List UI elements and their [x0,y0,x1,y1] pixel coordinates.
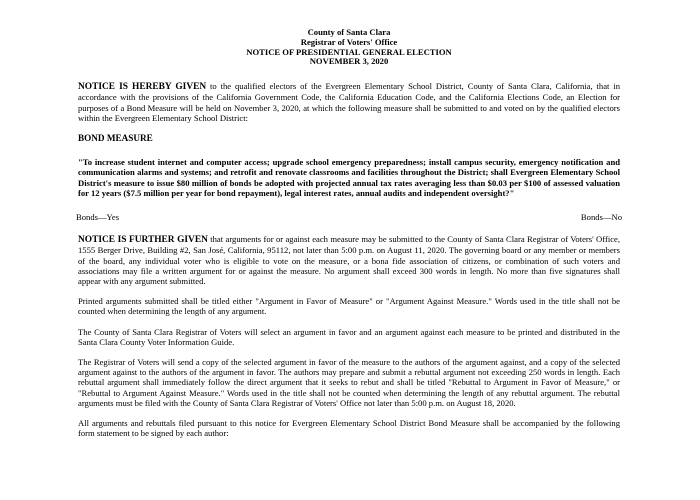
ballot-no: Bonds—No [580,212,622,223]
paragraph-argument-selection: The County of Santa Clara Registrar of Voters will select an argument in favor and an argument against each measure to be printed and distributed in the Santa Clara County Voter Information Guide. [78,326,620,347]
notice-title: NOTICE OF PRESIDENTIAL GENERAL ELECTION [246,46,452,57]
intro-paragraph [78,81,620,123]
further-lead: NOTICE IS FURTHER GIVEN [78,235,208,246]
section-title: BOND MEASURE [78,133,153,143]
further-text: that arguments for or against each measure may be submitted to the County of Santa Clara Registrar of Voters' Office, 1555 Berger Drive, Building #2, San José, California, 95112, not later than 5:00 p.m. on August 11, 2020. The governing board or any member or members of the board, any individual voter who is eligible to vote on the measure, or a bona fide association of citizens, or combination of such voters and associations may file a written argument for or against the measure. No argument shall exceed 300 words in length. No more than five signatures shall appear with any argument submitted. [78,234,620,287]
county-title: County of Santa Clara [307,27,391,37]
notice-document [78,28,620,448]
ballot-yes: Bonds—Yes [76,212,120,223]
ballot-choices [76,212,622,222]
paragraph-form-statement: All arguments and rebuttals filed pursuant to this notice for Evergreen Elementary School District Bond Measure shall be accompanied by the following form statement to be signed by each author: [78,418,620,439]
document-header [78,28,620,67]
intro-lead: NOTICE IS HEREBY GIVEN [78,82,207,93]
paragraph-rebuttals: The Registrar of Voters will send a copy of the selected argument in favor of the measure to the authors of the argument against, and a copy of the selected argument against to the authors of the argument in favor. The authors may prepare and submit a rebuttal argument not exceeding 250 words in length. Each rebuttal argument shall immediately follow the direct argument that it seeks to rebut and shall be titled "Rebuttal to Argument in Favor of Measure," or "Rebuttal to Argument Against Measure." Words used in the title shall not be counted when determining the length of any rebuttal argument. The rebuttal arguments must be filed with the County of Santa Clara Registrar of Voters' Office not later than 5:00 p.m. on August 18, 2020. [78,357,620,408]
intro-text: to the qualified electors of the Evergreen Elementary School District, County of Santa Clara, California, that in accordance with the provisions of the California Government Code, the California Education Code, and the California Elections Code, an Election for purposes of a Bond Measure will be held on November 3, 2020, at which the following measure shall be submitted to and voted on by the qualified electors within the Evergreen Elementary School District: [78,81,621,123]
measure-text: "To increase student internet and computer access; upgrade school emergency preparedness; install campus security, emergency notification and communication alarms and systems; and retrofit and renovate classrooms and facilities throughout the District; shall Evergreen Elementary School District's measure to issue $80 million of bonds be adopted with projected annual tax rates averaging less than $0.03 per $100 of assessed valuation for 12 years ($7.5 million per year for bond repayment), legal interest rates, annual audits and independent oversight?" [78,157,620,198]
further-paragraph [78,234,620,286]
election-date: NOVEMBER 3, 2020 [309,56,389,67]
office-title: Registrar of Voters' Office [300,36,398,47]
paragraph-argument-titles: Printed arguments submitted shall be titled either "Argument in Favor of Measure" or "Argument Against Measure." Words used in the title shall not be counted when determining the length of any argument. [78,296,620,317]
